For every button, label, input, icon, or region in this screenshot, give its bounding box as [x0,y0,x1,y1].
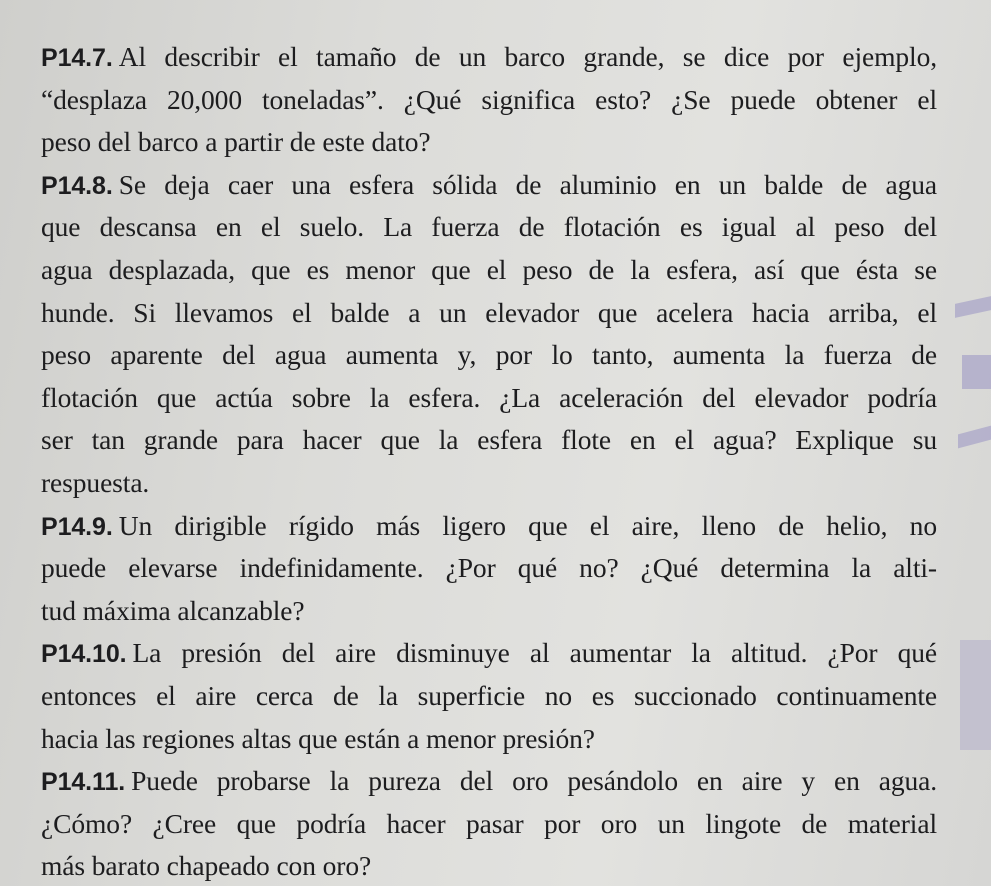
text-line [41,420,937,460]
margin-decoration [962,355,991,389]
text-line [41,846,937,886]
text-line [41,122,937,162]
problem-number: P14.8. [41,171,113,200]
text-line [41,676,937,716]
problem-text: “desplaza 20,000 toneladas”. ¿Qué significa esto? ¿Se puede obtener el [41,83,937,115]
text-line [41,506,937,546]
problem-number: P14.9. [41,512,113,541]
text-line [41,761,937,801]
problem-text: ser tan grande para hacer que la esfera flote en el agua? Explique su [41,424,937,456]
text-line [41,378,937,418]
text-line [41,463,937,503]
problem-number: P14.7. [41,44,113,72]
problem-text: Se deja caer una esfera sólida de aluminio en un balde de agua [118,168,937,200]
problem-text: Un dirigible rígido más ligero que el aire, lleno de helio, no [118,509,937,541]
problem-text: flotación que actúa sobre la esfera. ¿La aceleración del elevador podría [41,381,937,413]
text-line [41,250,937,290]
problem-text: hacia las regiones altas que están a menor presión? [41,722,595,754]
text-line [41,80,937,120]
problem-number: P14.11. [41,768,126,797]
problem-text: entonces el aire cerca de la superficie no es succionado continuamente [41,680,937,711]
problem-text: La presión del aire disminuye al aumentar la altitud. ¿Por qué [132,637,937,669]
problem-text: más barato chapeado con oro? [41,850,372,882]
problem-text: Al describir el tamaño de un barco grande, se dice por ejemplo, [118,41,937,72]
text-line [41,633,937,673]
text-line [41,207,937,247]
text-line [41,548,937,588]
text-line [41,37,937,77]
problem-text: agua desplazada, que es menor que el peso de la esfera, así que ésta se [41,254,937,285]
problem-text: que descansa en el suelo. La fuerza de flotación es igual al peso del [41,211,937,243]
text-line [41,335,937,375]
text-line [41,165,937,205]
problem-text: hunde. Si llevamos el balde a un elevador que acelera hacia arriba, el [41,296,937,328]
problem-text: respuesta. [41,467,150,498]
text-line [41,293,937,333]
problem-text: peso aparente del agua aumenta y, por lo tanto, aumenta la fuerza de [41,339,937,371]
text-line [41,591,937,631]
problem-text: tud máxima alcanzable? [41,594,305,626]
problem-text: ¿Cómo? ¿Cree que podría hacer pasar por oro un lingote de material [41,807,937,839]
margin-decoration [960,640,991,750]
problem-number: P14.10. [41,640,127,669]
problem-text: puede elevarse indefinidamente. ¿Por qué no? ¿Qué determina la alti- [41,552,937,584]
problem-text: Puede probarse la pureza del oro pesándolo en aire y en agua. [131,765,937,797]
text-line [41,804,937,844]
problem-text: peso del barco a partir de este dato? [41,126,431,158]
text-line [41,719,937,759]
